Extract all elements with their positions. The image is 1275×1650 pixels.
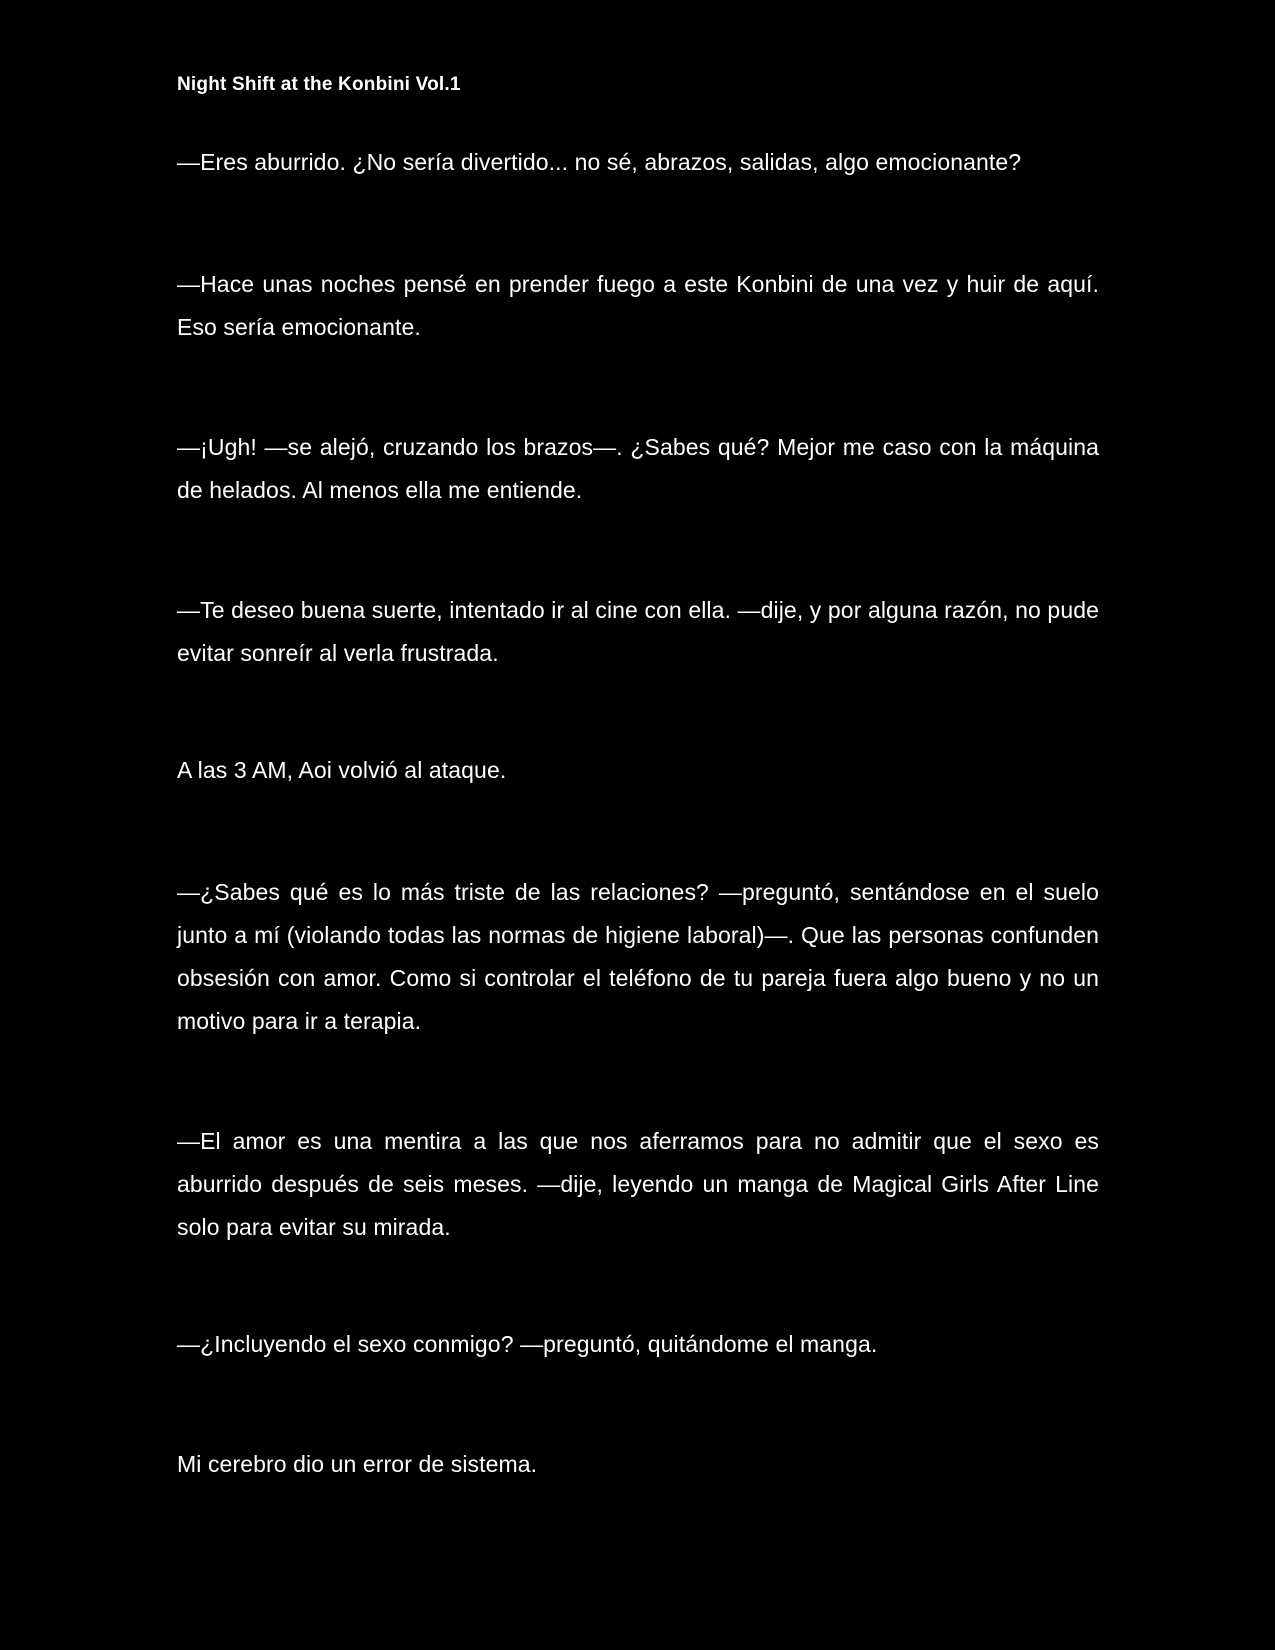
paragraph-9: Mi cerebro dio un error de sistema.: [177, 1451, 538, 1477]
paragraph-3: —¡Ugh! —se alejó, cruzando los brazos—. ¿Sabes qué? Mejor me caso con la máquina de helados. Al menos ella me entiende.: [177, 434, 1099, 503]
paragraph-8: —¿Incluyendo el sexo conmigo? —preguntó, quitándome el manga.: [177, 1331, 878, 1357]
paragraph-4: —Te deseo buena suerte, intentado ir al cine con ella. —dije, y por alguna razón, no pude evitar sonreír al verla frustrada.: [177, 597, 1099, 666]
paragraph-7: —El amor es una mentira a las que nos aferramos para no admitir que el sexo es aburrido después de seis meses. —dije, leyendo un manga de Magical Girls After Line solo para evitar su mirada.: [177, 1128, 1099, 1240]
paragraph-2: —Hace unas noches pensé en prender fuego a este Konbini de una vez y huir de aquí. Eso sería emocionante.: [177, 271, 1099, 340]
paragraph-6: —¿Sabes qué es lo más triste de las relaciones? —preguntó, sentándose en el suelo junto a mí (violando todas las normas de higiene laboral)—. Que las personas confunden obsesión con amor. Como si controlar el teléfono de tu pareja fuera algo bueno y no un motivo para ir a terapia.: [177, 879, 1099, 1034]
paragraph-1: —Eres aburrido. ¿No sería divertido... no sé, abrazos, salidas, algo emocionante?: [177, 149, 1022, 175]
running-header: Night Shift at the Konbini Vol.1: [177, 74, 461, 95]
paragraph-5: A las 3 AM, Aoi volvió al ataque.: [177, 757, 507, 783]
